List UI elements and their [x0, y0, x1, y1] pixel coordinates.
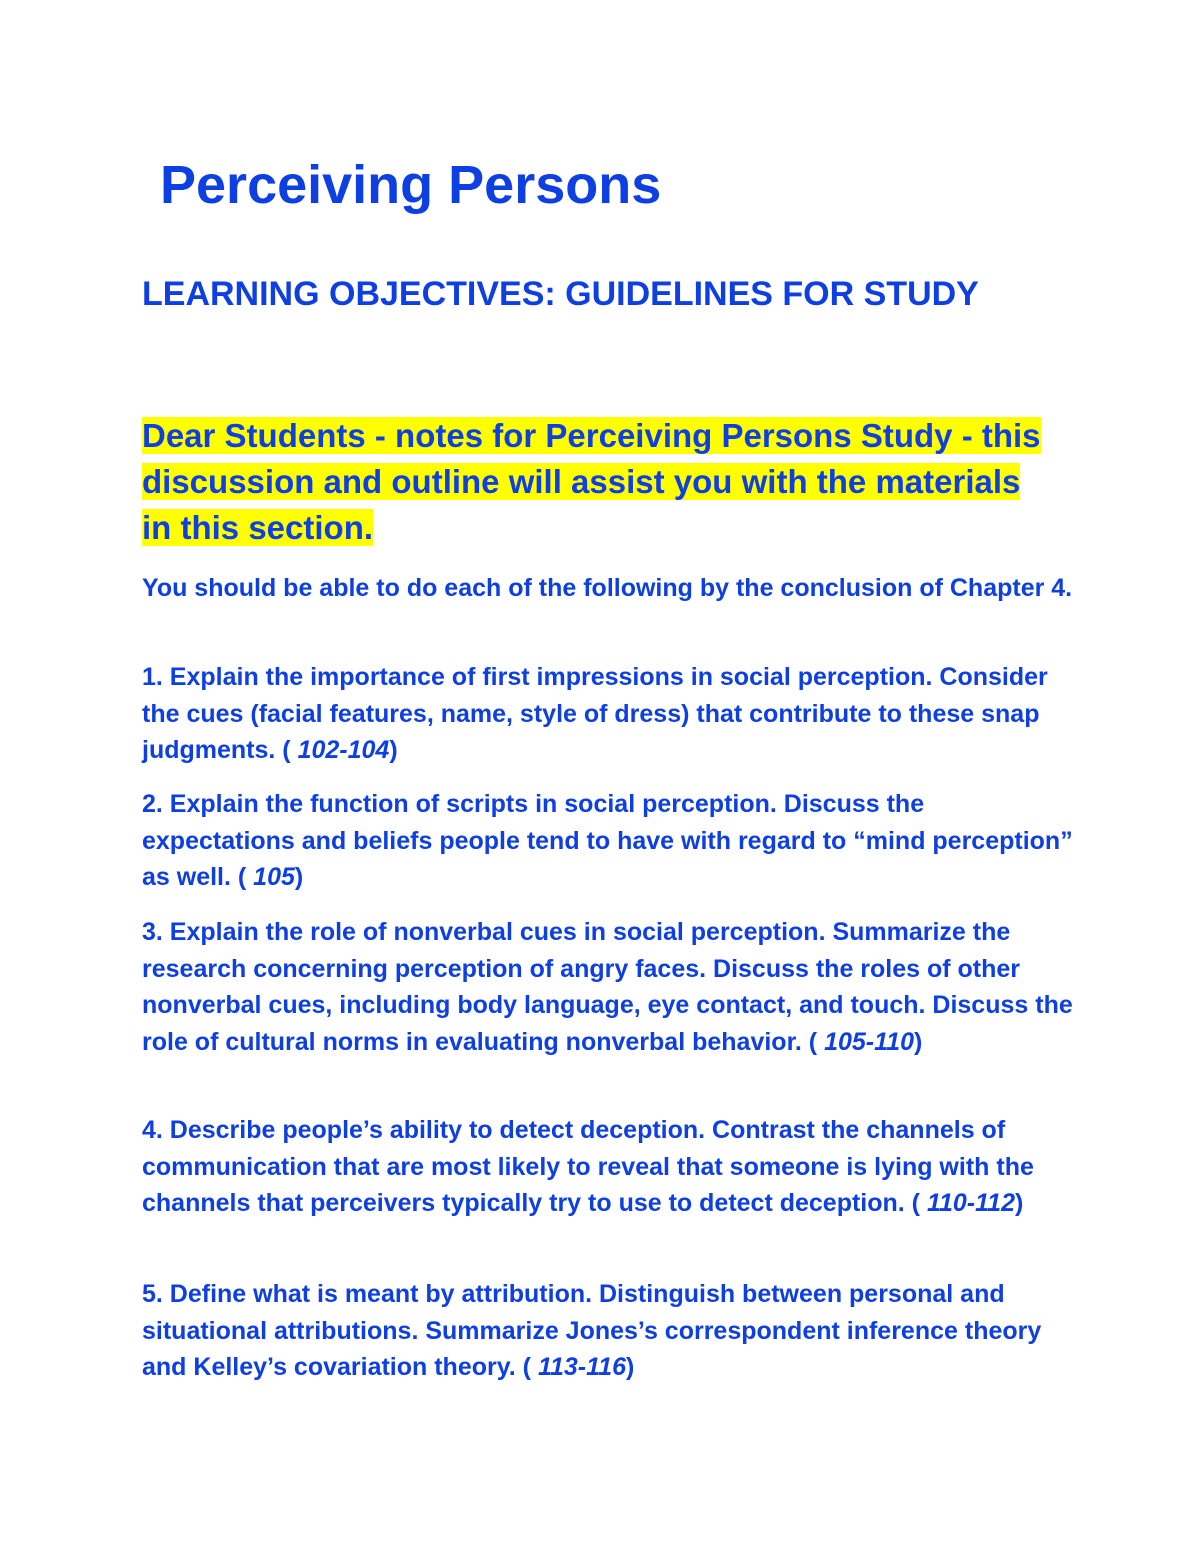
objective-text: 1. Explain the importance of first impressions in social perception. Consider the cues (facial features, name, style of dress) that contribute to these snap judgments. ( — [142, 663, 1048, 764]
objective-item — [142, 914, 1082, 1060]
objective-item — [142, 1276, 1082, 1386]
page-range: 102-104 — [297, 736, 390, 764]
objective-close: ) — [294, 863, 304, 891]
objective-text: 3. Explain the role of nonverbal cues in social perception. Summarize the research concerning perception of angry faces. Discuss the roles of other nonverbal cues, including body language, eye contact, and touch. Discuss the role of cultural norms in evaluating nonverbal behavior. ( — [142, 918, 1073, 1056]
objective-item — [142, 786, 1082, 896]
learning-objectives-heading: LEARNING OBJECTIVES: GUIDELINES FOR STUDY — [142, 275, 979, 313]
intro-paragraph: You should be able to do each of the following by the conclusion of Chapter 4. — [142, 574, 1073, 602]
page-range: 105 — [253, 863, 295, 891]
objective-close: ) — [626, 1353, 635, 1381]
page-range: 110-112 — [926, 1189, 1015, 1217]
objective-close: ) — [914, 1027, 923, 1056]
objective-text: 4. Describe people’s ability to detect deception. Contrast the channels of communication that are most likely to reveal that someone is lying with the channels that perceivers typically try to use to detect deception. ( — [142, 1116, 1034, 1217]
highlighted-note-text: Dear Students - notes for Perceiving Persons Study - this discussion and outline will assist you with the materials in this section. — [142, 417, 1041, 546]
objective-close: ) — [1015, 1189, 1024, 1217]
highlighted-note — [142, 413, 1052, 551]
objective-item — [142, 659, 1082, 769]
document-title: Perceiving Persons — [160, 155, 662, 215]
objective-item — [142, 1112, 1082, 1222]
objective-text: 2. Explain the function of scripts in social perception. Discuss the expectations and beliefs people tend to have with regard to “mind perception” as well. ( — [142, 790, 1073, 891]
objective-close: ) — [389, 736, 398, 764]
page-range: 113-116 — [537, 1353, 626, 1381]
page-range: 105-110 — [824, 1027, 914, 1056]
objective-text: 5. Define what is meant by attribution. Distinguish between personal and situational attributions. Summarize Jones’s correspondent inference theory and Kelley’s covariation theory. ( — [142, 1280, 1042, 1381]
